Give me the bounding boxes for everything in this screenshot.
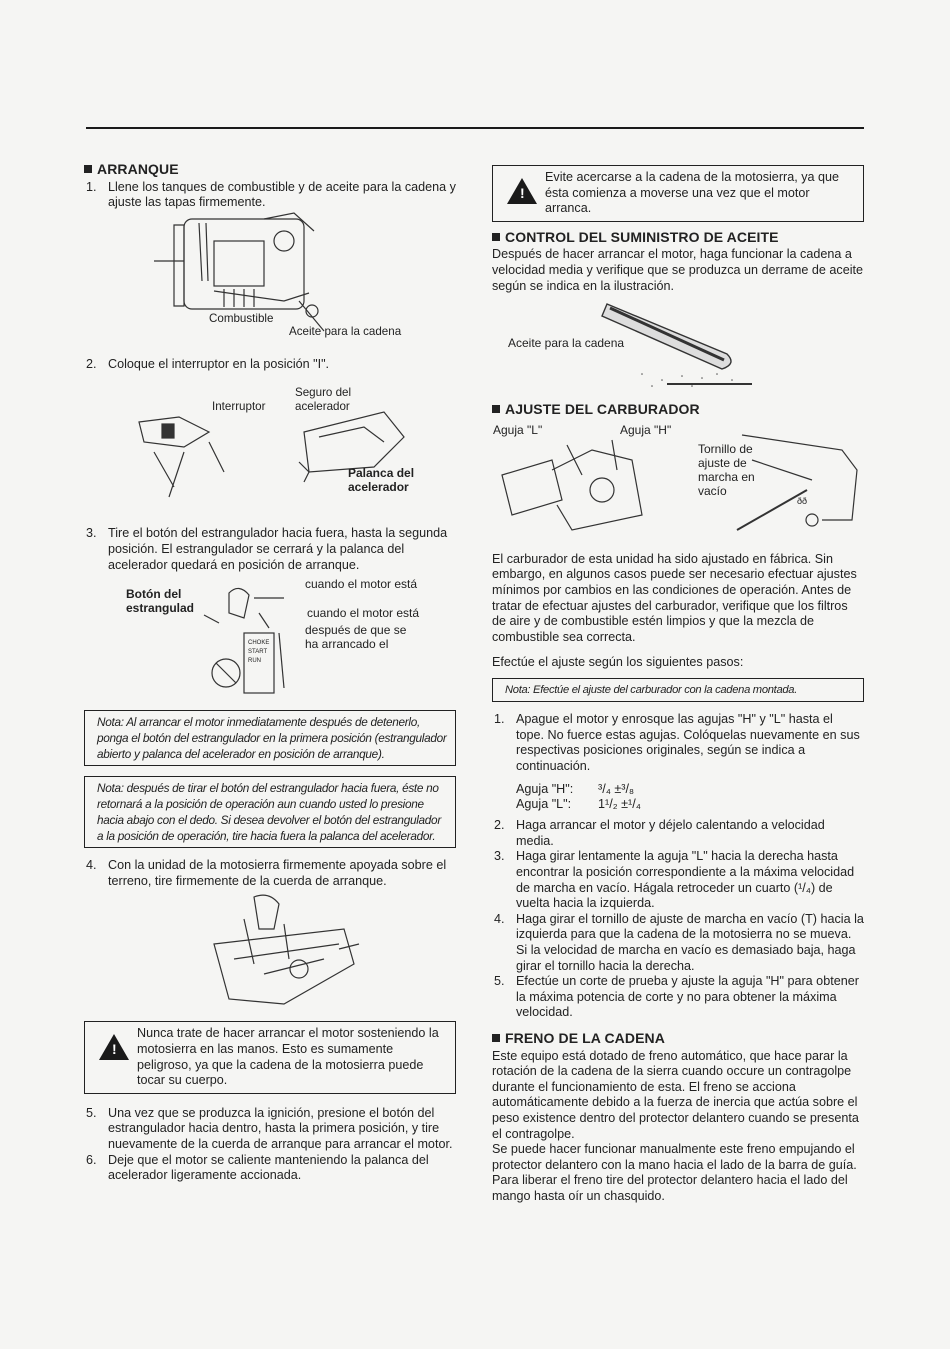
label-tool-mark: ðð: [797, 495, 808, 506]
note-carburetor: Nota: Efectúe el ajuste del carburador con la cadena montada.: [492, 678, 864, 702]
label-choke-pos-b: cuando el motor está: [307, 606, 420, 621]
step-1: 1. Llene los tanques de combustible y de aceite para la cadena y ajuste las tapas firmemente.: [86, 179, 456, 210]
warning-hands: ! Nunca trate de hacer arrancar el motor sosteniendo la motosierra en las manos. Esto es sumamente peligroso, ya que la cadena de la motosierra puede tocar su cuerpo.: [84, 1021, 456, 1093]
bullet-square-icon: [492, 1034, 500, 1042]
left-column: [84, 162, 456, 1184]
needle-settings: [516, 782, 864, 812]
note-choke: Nota: después de tirar el botón del estrangulador hacia fuera, éste no retornará a la posición de operación aun cuando usted lo presione hacia abajo con el dedo. Si desea devolver el botón del estrangulador a la posición de operación, tire hacia fuera la palanca del acelerador.: [84, 776, 456, 848]
carb-step-4: 4. Haga girar el tornillo de ajuste de marcha en vacío (T) hacia la izquierda para que la cadena de la motosierra no se mueva. Si la velocidad de marcha en vacío es demasiado baja, haga girar el tornillo hacia la derecha.: [494, 911, 864, 973]
pull-starter-illustration: [84, 889, 456, 1015]
section-heading-chain-brake: FRENO DE LA CADENA: [492, 1031, 864, 1047]
brake-paragraph-3: Para liberar el freno tire del protector delantero hacia el lado del mango hasta oír un chasquido.: [492, 1173, 848, 1203]
step-6: 6. Deje que el motor se caliente manteniendo la palanca del acelerador ligeramente accionada.: [86, 1152, 429, 1183]
carburetor-steps: [492, 712, 864, 774]
label-choke-button: Botón del estrangulad: [126, 587, 195, 616]
carburetor-paragraph: El carburador de esta unidad ha sido ajustado en fábrica. Sin embargo, en algunos casos puede ser necesario efectuar ajustes mínimos por cambios en las condiciones de operación. Antes de tratar de efectuar ajustes del carburador, verifique que los filtros de aire y de combustible estén limpios y que la mezcla de combustible sea correcta.: [492, 551, 857, 644]
warning-chain-motion: ! Evite acercarse a la cadena de la motosierra, ya que ésta comienza a moverse una vez que el motor arranca.: [492, 165, 864, 222]
label-choke-pos-c: después de que se ha arrancado el: [305, 623, 407, 652]
header-rule: [86, 127, 864, 129]
carburetor-needles-illustration: [492, 420, 864, 550]
carburetor-steps-intro: Efectúe el ajuste según los siguientes pasos:: [492, 655, 744, 670]
section-heading-arranque: ARRANQUE: [84, 162, 456, 178]
carb-step-5: 5. Efectúe un corte de prueba y ajuste la aguja "H" para obtener la máxima potencia de corte y no para obtener la máxima velocidad.: [494, 974, 859, 1020]
brake-paragraph-1: Este equipo está dotado de freno automático, que hace parar la rotación de la cadena de la sierra cuando occure un contragolpe durante el funcionamiento de esta. El freno se acciona automáticamente debido a la fuerza de inercia que actúa sobre el peso existence dentro del protector delantero cuando se presenta el contragolpe.: [492, 1048, 859, 1141]
label-throttle-trigger: Palanca del acelerador: [348, 466, 415, 495]
carb-step-3: 3. Haga girar lentamente la aguja "L" hacia la derecha hasta encontrar la posición correspondiente a la máxima velocidad de marcha en vacío. Hágala retroceder un cuarto (¹/₄) de vuelta hacia la izquierda.: [494, 849, 855, 911]
label-chain-oil: Aceite para la cadena: [289, 324, 402, 338]
figure-oil-check: [492, 294, 864, 396]
figure-choke: [84, 573, 456, 708]
starting-steps-2: [84, 357, 456, 373]
bullet-square-icon: [84, 165, 92, 173]
figure-pull-rope: [84, 889, 456, 1015]
needle-h-value: ³/₄ ±³/₈: [598, 782, 635, 797]
label-switch: Interruptor: [212, 400, 266, 414]
starting-steps-4: [84, 858, 456, 889]
carburetor-steps-2: [492, 818, 864, 1021]
bullet-square-icon: [492, 405, 500, 413]
figure-switch-throttle: [84, 372, 456, 522]
starting-steps: [84, 180, 456, 211]
warning-triangle-icon: !: [507, 178, 537, 204]
oil-paragraph: Después de hacer arrancar el motor, haga funcionar la cadena a velocidad media y verifique que se produzca un derrame de aceite según se indica en la ilustración.: [492, 247, 864, 293]
label-needle-l: Aguja "L": [493, 422, 543, 437]
warning-triangle-icon: !: [99, 1034, 129, 1060]
label-idle-screw: Tornillo de ajuste de marcha en vacío: [698, 441, 755, 498]
needle-h-label: Aguja "H":: [516, 782, 574, 797]
step-3: 3. Tire el botón del estrangulador hacia fuera, hasta la segunda posición. El estrangulador se cerrará y la palanca del acelerador quedará en posición de arranque.: [86, 526, 448, 572]
step-5: 5. Una vez que se produzca la ignición, presione el botón del estrangulador hacia dentro, hasta la primera posición, y tire nuevamente de la cuerda de arranque para arrancar el motor.: [86, 1105, 453, 1151]
figure-carburetor: [492, 420, 864, 550]
brake-paragraph-2: Se puede hacer funcionar manualmente este freno empujando el protector delantero con la mano hacia el lado de la barra de guía.: [492, 1142, 857, 1172]
label-oil-spray: Aceite para la cadena: [508, 336, 625, 351]
carb-step-2: 2. Haga arrancar el motor y déjelo calentando a velocidad media.: [494, 818, 825, 848]
section-heading-carburetor: AJUSTE DEL CARBURADOR: [492, 402, 864, 418]
starting-steps-3: [84, 526, 456, 573]
step-4: 4. Con la unidad de la motosierra firmemente apoyada sobre el terreno, tire firmemente de la cuerda de arranque.: [86, 858, 447, 888]
note-restart: Nota: Al arrancar el motor inmediatamente después de detenerlo, ponga el botón del estrangulador en la primera posición (estrangulador abierto y palanca del acelerador en posición de arranque).: [84, 710, 456, 766]
needle-l-value: 1¹/₂ ±¹/₄: [598, 797, 641, 812]
right-column: [492, 165, 864, 1205]
needle-l-label: Aguja "L":: [516, 797, 572, 812]
label-fuel: Combustible: [209, 311, 274, 325]
carb-step-1: 1. Apague el motor y enrosque las agujas "H" y "L" hasta el tope. No fuerce estas agujas. Colóquelas nuevamente en sus respectivas posiciones originales, según se indica a continuación.: [494, 711, 860, 773]
label-throttle-lock: Seguro del acelerador: [295, 386, 352, 414]
section-heading-oil: CONTROL DEL SUMINISTRO DE ACEITE: [492, 230, 864, 246]
switch-throttle-illustration: [84, 372, 456, 522]
figure-fuel-oil: [84, 211, 456, 351]
label-choke-pos-a: cuando el motor está: [305, 577, 418, 592]
starting-steps-5-6: [84, 1106, 456, 1184]
step-2: 2. Coloque el interruptor en la posición "I".: [86, 356, 330, 371]
label-needle-h: Aguja "H": [620, 422, 672, 437]
choke-icon-text: CHOKE START RUN: [248, 640, 270, 665]
bullet-square-icon: [492, 233, 500, 241]
